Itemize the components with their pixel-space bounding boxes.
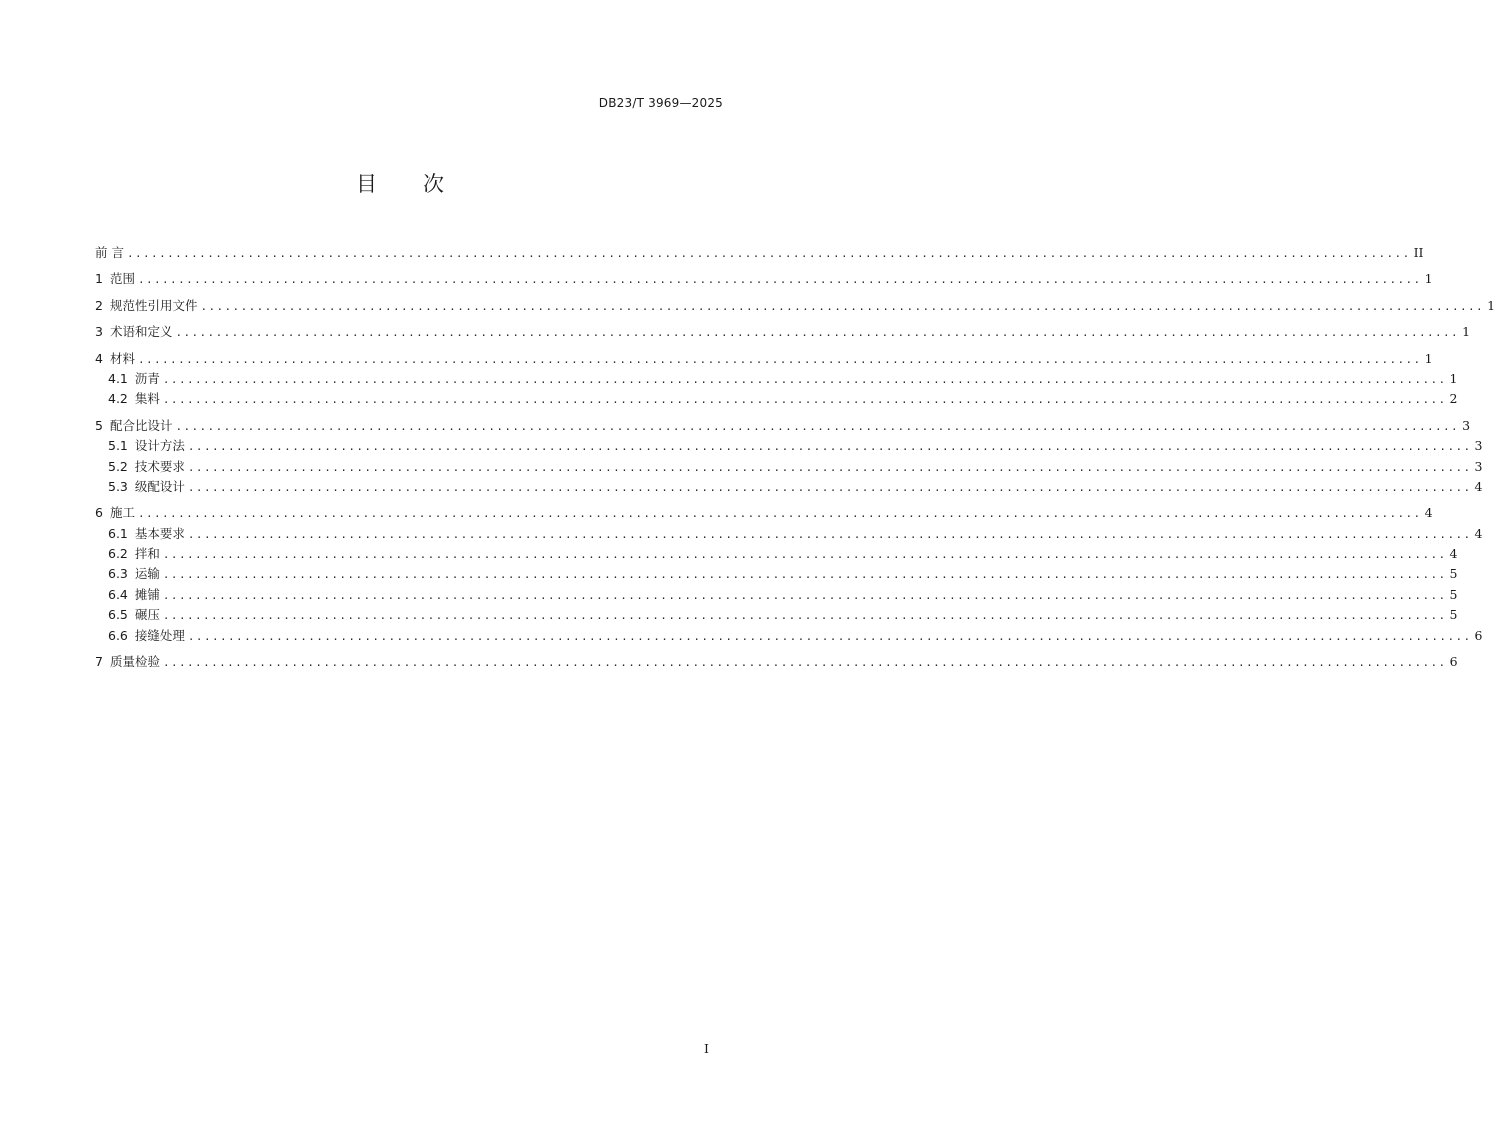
dot-leader: ................................................................................................................................................................: [175, 326, 1460, 340]
dot-leader: ................................................................................................................................................................: [162, 393, 1447, 407]
toc-entry-label: [95, 416, 172, 436]
toc-entry-text: 接缝处理: [134, 627, 185, 643]
toc-entry-text: 配合比设计: [109, 417, 173, 433]
toc-entry-number: 4.2: [108, 391, 128, 407]
toc-entry-page: 1: [1424, 350, 1433, 366]
toc-entry-text: 材料: [109, 350, 135, 366]
toc-entry-text: 拌和: [134, 546, 160, 562]
toc-entry-number: 5.2: [108, 458, 128, 474]
toc-entry-page: 6: [1449, 654, 1458, 670]
toc-entry-text: 集料: [134, 391, 160, 407]
toc-entry-label: [108, 605, 160, 625]
dot-leader: ................................................................................................................................................................: [137, 273, 1422, 287]
toc-entry[interactable]: [95, 296, 1495, 316]
toc-entry-text: 级配设计: [134, 478, 185, 494]
document-code: DB23/T 3969—2025: [598, 96, 723, 110]
table-of-contents: [95, 243, 1495, 672]
dot-leader: ................................................................................................................................................................: [187, 480, 1472, 494]
toc-entry-page: 1: [1487, 297, 1495, 313]
dot-leader: ................................................................................................................................................................: [187, 440, 1472, 454]
dot-leader: ................................................................................................................................................................: [137, 507, 1422, 521]
toc-entry-page: 5: [1449, 566, 1458, 582]
toc-entry-label: [95, 243, 124, 263]
toc-entry-page: 2: [1449, 391, 1458, 407]
toc-entry-label: [108, 626, 185, 646]
toc-entry-label: [108, 524, 185, 544]
toc-entry-page: 1: [1424, 271, 1433, 287]
toc-entry-page: 5: [1449, 586, 1458, 602]
dot-leader: ................................................................................................................................................................: [187, 629, 1472, 643]
toc-entry-number: 6.3: [108, 566, 128, 582]
dot-leader: ................................................................................................................................................................: [200, 299, 1485, 313]
toc-entry-page: 3: [1474, 438, 1483, 454]
toc-entry[interactable]: [95, 652, 1458, 672]
toc-entry-number: 5: [95, 417, 103, 433]
toc-entry[interactable]: [95, 564, 1458, 584]
toc-entry-label: [108, 369, 160, 389]
toc-entry-label: [95, 269, 135, 289]
dot-leader: ................................................................................................................................................................: [162, 548, 1447, 562]
toc-entry-label: [95, 503, 135, 523]
toc-entry-text: 设计方法: [134, 438, 185, 454]
toc-entry[interactable]: [95, 457, 1483, 477]
toc-entry[interactable]: [95, 605, 1458, 625]
toc-entry-text: 沥青: [134, 370, 160, 386]
toc-entry-page: 3: [1462, 417, 1471, 433]
toc-entry-text: 规范性引用文件: [109, 297, 198, 313]
toc-entry-page: II: [1413, 245, 1424, 260]
dot-leader: ................................................................................................................................................................: [187, 460, 1472, 474]
toc-entry-page: 3: [1474, 458, 1483, 474]
toc-entry-page: 4: [1449, 546, 1458, 562]
toc-entry-number: 6.6: [108, 627, 128, 643]
toc-entry[interactable]: [95, 416, 1471, 436]
page-title: 目次: [356, 172, 490, 196]
toc-entry-label: [108, 436, 185, 456]
toc-entry-label: [95, 652, 160, 672]
toc-entry[interactable]: [95, 524, 1483, 544]
toc-entry-page: 6: [1474, 627, 1483, 643]
toc-entry[interactable]: [95, 436, 1483, 456]
toc-entry-number: 3: [95, 324, 103, 340]
toc-entry-text: 摊铺: [134, 586, 160, 602]
toc-entry-text: 基本要求: [134, 525, 185, 541]
toc-entry-text: 碾压: [134, 607, 160, 623]
page-number: I: [704, 1041, 709, 1056]
toc-entry[interactable]: [95, 389, 1458, 409]
toc-entry[interactable]: [95, 322, 1471, 342]
toc-entry-label: [108, 544, 160, 564]
toc-entry-number: 6.1: [108, 525, 128, 541]
dot-leader: ................................................................................................................................................................: [187, 527, 1472, 541]
toc-entry[interactable]: [95, 503, 1433, 523]
dot-leader: ................................................................................................................................................................: [175, 419, 1460, 433]
toc-entry[interactable]: [95, 544, 1458, 564]
toc-entry[interactable]: [95, 369, 1458, 389]
toc-entry-page: 5: [1449, 607, 1458, 623]
toc-entry[interactable]: [95, 269, 1433, 289]
dot-leader: ................................................................................................................................................................: [126, 247, 1411, 260]
toc-entry-label: [108, 585, 160, 605]
dot-leader: ................................................................................................................................................................: [162, 609, 1447, 623]
toc-entry[interactable]: [95, 585, 1458, 605]
toc-entry-text: 运输: [134, 566, 160, 582]
toc-entry[interactable]: [95, 243, 1424, 263]
dot-leader: ................................................................................................................................................................: [137, 352, 1422, 366]
toc-entry-text: 质量检验: [109, 654, 160, 670]
toc-entry-page: 1: [1462, 324, 1471, 340]
toc-entry-number: 2: [95, 297, 103, 313]
toc-entry-label: [95, 349, 135, 369]
dot-leader: ................................................................................................................................................................: [162, 588, 1447, 602]
dot-leader: ................................................................................................................................................................: [162, 568, 1447, 582]
toc-entry-label: [108, 564, 160, 584]
toc-entry-label: [108, 389, 160, 409]
toc-entry-number: 1: [95, 271, 103, 287]
toc-entry-text: 术语和定义: [109, 324, 173, 340]
toc-entry-number: 6.2: [108, 546, 128, 562]
dot-leader: ................................................................................................................................................................: [162, 372, 1447, 386]
toc-entry-page: 4: [1424, 505, 1433, 521]
dot-leader: ................................................................................................................................................................: [162, 656, 1447, 670]
toc-entry-page: 1: [1449, 370, 1458, 386]
toc-entry-label: [108, 457, 185, 477]
toc-entry-number: 6: [95, 505, 103, 521]
toc-entry-label: [95, 296, 197, 316]
toc-entry[interactable]: [95, 477, 1483, 497]
toc-entry-label: [108, 477, 185, 497]
toc-entry-text: 技术要求: [134, 458, 185, 474]
toc-entry-number: 6.4: [108, 586, 128, 602]
toc-entry-page: 4: [1474, 525, 1483, 541]
toc-entry[interactable]: [95, 349, 1433, 369]
toc-entry-page: 4: [1474, 478, 1483, 494]
toc-entry-number: 5.1: [108, 438, 128, 454]
toc-entry[interactable]: [95, 626, 1483, 646]
toc-entry-number: 5.3: [108, 478, 128, 494]
toc-entry-text: 前 言: [95, 245, 124, 260]
toc-entry-number: 7: [95, 654, 103, 670]
toc-entry-text: 范围: [109, 271, 135, 287]
toc-entry-number: 4: [95, 350, 103, 366]
toc-entry-number: 6.5: [108, 607, 128, 623]
toc-entry-text: 施工: [109, 505, 135, 521]
toc-entry-label: [95, 322, 172, 342]
toc-entry-number: 4.1: [108, 370, 128, 386]
